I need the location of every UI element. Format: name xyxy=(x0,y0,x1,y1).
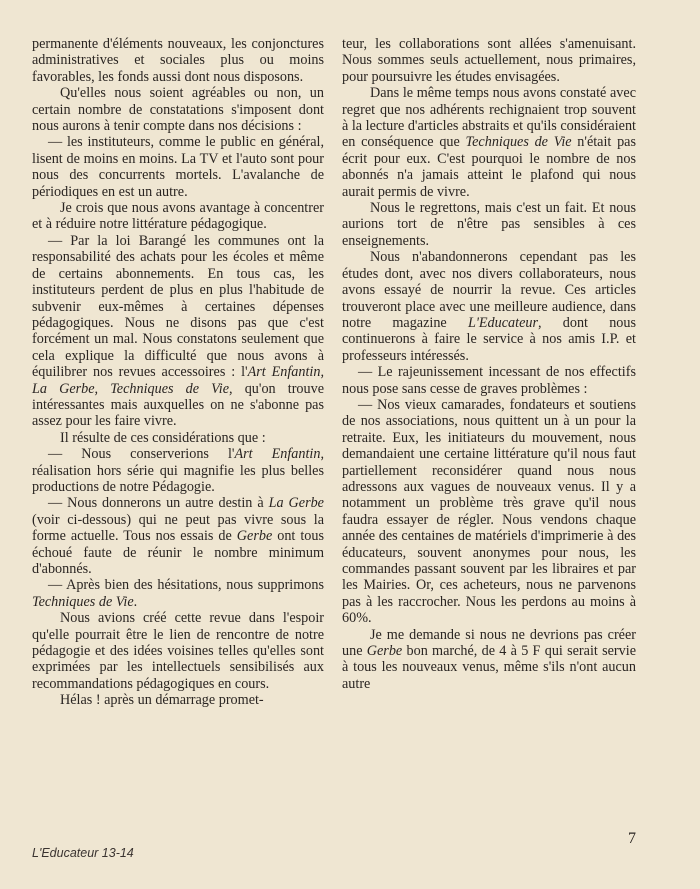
paragraph xyxy=(32,446,324,495)
right-column xyxy=(342,36,636,692)
paragraph: Il résulte de ces considérations que : xyxy=(60,429,266,446)
paragraph: Nous avions créé cette revue dans l'espoir qu'elle pourrait être le lien de rencontre de notre pédagogie et des idées voisines telles qu'elles sont exprimées par les intellectuels sensibilisés aux recommandations pédagogiques en cours. xyxy=(32,610,324,692)
paragraph xyxy=(342,85,636,200)
text-run: bon marché, de 4 à 5 F qui serait servie à tous les nouveaux venus, même s'ils n'ont aucun autre xyxy=(342,643,636,692)
paragraph xyxy=(32,233,324,430)
journal-title: Gerbe xyxy=(366,643,403,660)
journal-titles: Art Enfantin, La Gerbe, Techniques de Vie xyxy=(32,364,324,397)
journal-title: Techniques de Vie xyxy=(465,134,572,151)
paragraph: permanente d'éléments nouveaux, les conjonctures administratives et sociales plus ou moins favorables, les fonds aussi dont nous disposons. xyxy=(32,36,324,85)
journal-footer: L'Educateur 13-14 xyxy=(32,846,134,860)
paragraph: — les instituteurs, comme le public en général, lisent de moins en moins. La TV et l'auto sont pour nous des concurrents mortels. L'avalanche de périodiques en est un autre. xyxy=(32,134,324,200)
text-run: Je me demande si nous ne devrions pas créer une xyxy=(342,626,636,660)
text-run: (voir ci-dessous) qui ne peut pas vivre sous la forme actuelle. Tous nos essais de xyxy=(32,511,324,545)
journal-title: Art Enfantin xyxy=(234,446,321,463)
journal-title: La Gerbe xyxy=(268,495,324,512)
journal-title: L'Educateur xyxy=(467,314,538,331)
text-run: — Après bien des hésitations, nous supprimons xyxy=(48,577,324,594)
journal-title: Techniques de Vie xyxy=(32,593,134,610)
paragraph: Je crois que nous avons avantage à concentrer et à réduire notre littérature pédagogique. xyxy=(32,200,324,233)
page-number: 7 xyxy=(628,830,636,847)
text-run: Dans le même temps nous avons constaté avec regret que nos adhérents rechignaient trop souvent à la lecture d'articles abstraits et qu'ils considéraient en conséquence que xyxy=(342,85,636,151)
paragraph xyxy=(342,249,636,364)
journal-title: Gerbe xyxy=(236,528,273,545)
paragraph xyxy=(32,495,324,577)
text-run: , qu'on trouve intéressantes mais auxquelles on ne s'abonne pas assez pour les faire vivre. xyxy=(32,380,324,430)
paragraph: — Le rajeunissement incessant de nos effectifs nous pose sans cesse de graves problèmes : xyxy=(342,364,636,397)
text-run: ont tous échoué faute de réunir le nombre minimum d'abonnés. xyxy=(32,528,325,577)
text-run: . xyxy=(133,593,138,610)
text-run: , dont nous continuerons à faire le service à nos amis I.P. et professeurs intéressés. xyxy=(342,314,636,364)
paragraph: Qu'elles nous soient agréables ou non, un certain nombre de constatations s'imposent dont nous aurons à tenir compte dans nos décisions : xyxy=(32,85,324,135)
left-column xyxy=(32,36,324,709)
paragraph: Nous le regrettons, mais c'est un fait. Et nous aurions tort de n'être pas sensibles à ces enseignements. xyxy=(342,200,636,249)
paragraph xyxy=(32,577,324,610)
paragraph: — Nos vieux camarades, fondateurs et soutiens de nos associations, nous quittent un à un pour la retraite. Eux, les initiateurs du mouvement, nous demandaient une certaine littérature qu'il nous faut partiellement reconsidérer quand nous nous adressons aux vagues de nouveaux venus. Il y a notamment un problème très grave qu'il nous faudra essayer de régler. Nous vendons chaque année des centaines de matériels d'imprimerie à des éducateurs, souvent anonymes pour nous, les commandes passant souvent par les libraires et par les Mairies. Or, ces acheteurs, nous ne parvenons pas à les raccrocher. Nous les perdons au moins à 60%. xyxy=(342,396,636,627)
text-run: , réalisation hors série qui magnifie les plus belles productions de notre Pédagogie. xyxy=(32,446,324,495)
text-run: — Nous conserverions l' xyxy=(48,446,235,463)
paragraph: teur, les collaborations sont allées s'amenuisant. Nous sommes seuls actuellement, nous primaires, pour poursuivre les études envisagées. xyxy=(342,36,636,85)
paragraph: Hélas ! après un démarrage promet- xyxy=(60,692,264,709)
text-run: — Nous donnerons un autre destin à xyxy=(48,495,269,512)
paragraph xyxy=(342,627,636,693)
text-run: — Par la loi Barangé les communes ont la responsabilité des achats pour les écoles et même de certains abonnements. En tous cas, les instituteurs perdent de plus en plus l'habitude de subvenir eux-mêmes à certaines dépenses pédagogiques. Nous ne disons pas que c'est forcément un mal. Nous constatons seulement que cela explique la difficulté que nous avons à équilibrer nos revues accessoires : l' xyxy=(32,232,324,381)
text-run: Nous n'abandonnerons cependant pas les études dont, avec nos divers collaborateurs, nous avons essayé de nourrir la revue. Ces articles trouveront place avec une meilleure audience, dans notre magazine xyxy=(342,249,636,331)
text-run: n'était pas écrit pour eux. C'est pourquoi le nombre de nos abonnés n'a jamais atteint le plafond qui nous aurait permis de vivre. xyxy=(342,134,636,200)
